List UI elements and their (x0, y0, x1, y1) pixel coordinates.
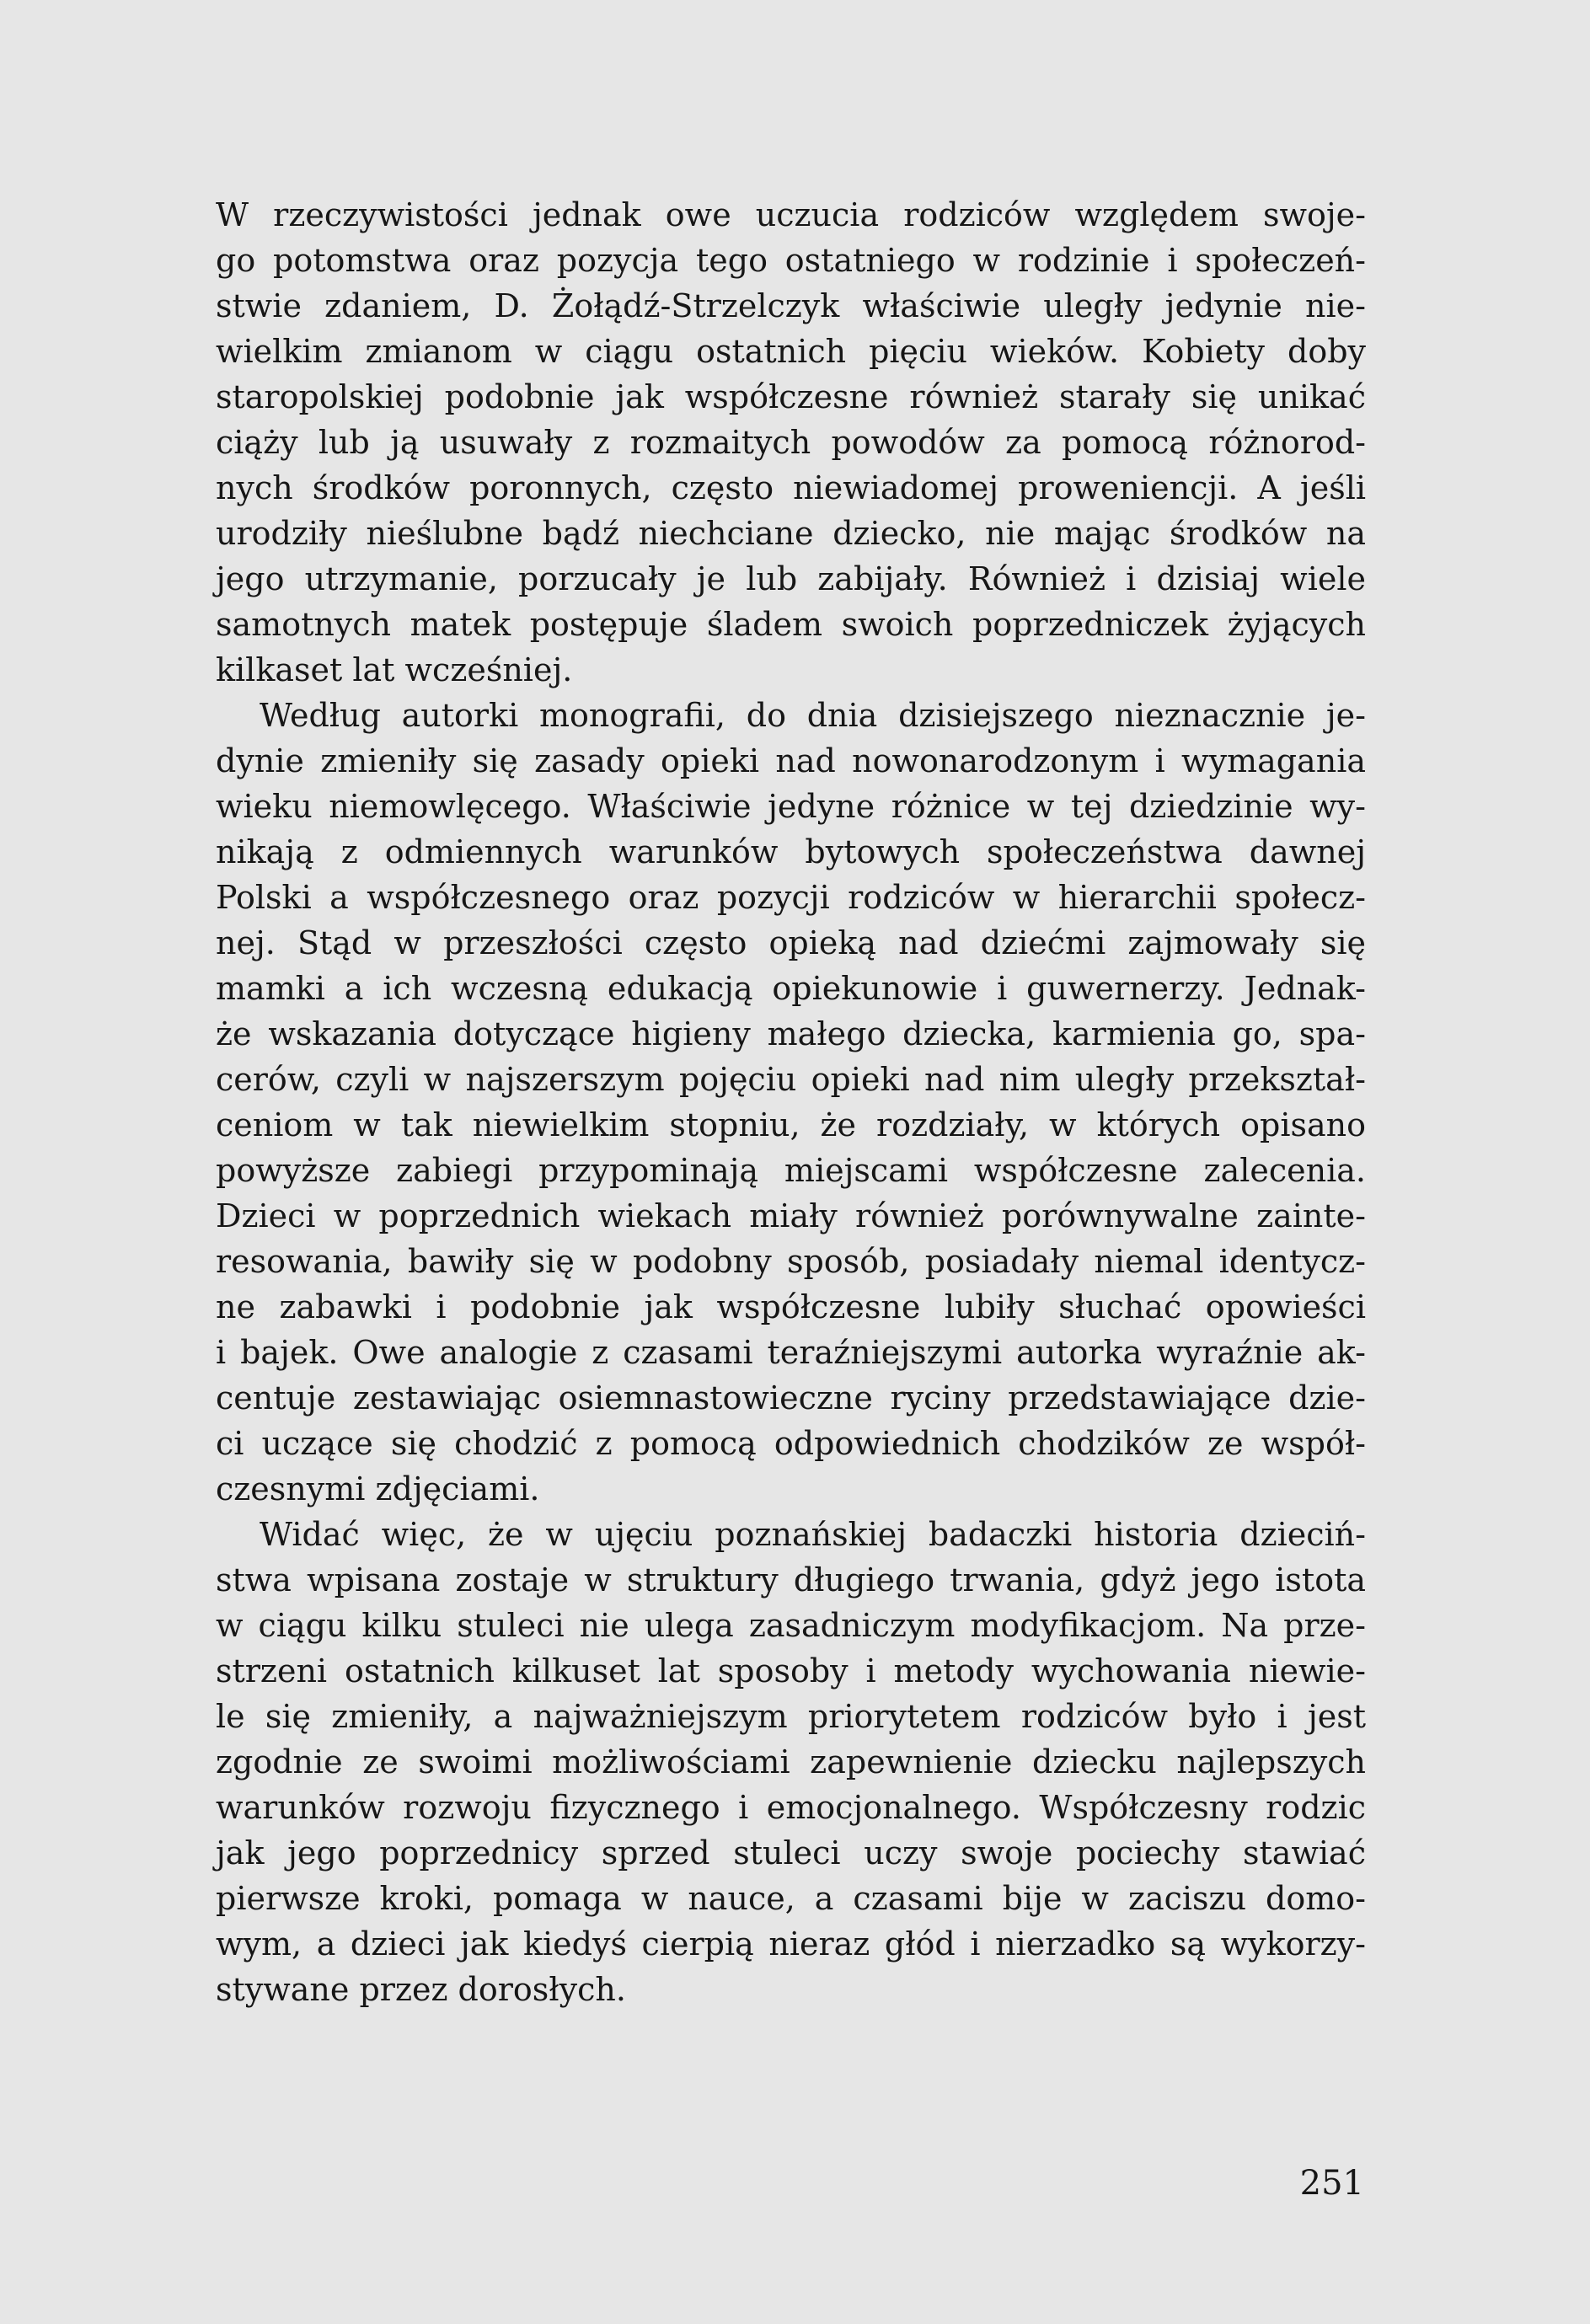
text-line: wielkim zmianom w ciągu ostatnich pięciu wieków. Kobiety doby (216, 333, 1366, 370)
text-line: wym, a dzieci jak kiedyś cierpią nieraz głód i nierzadko są wykorzy- (216, 1925, 1366, 1963)
text-line: dynie zmieniły się zasady opieki nad nowonarodzonym i wymagania (216, 742, 1366, 779)
text-line: nikają z odmiennych warunków bytowych społeczeństwa dawnej (216, 833, 1366, 870)
paragraph-3 (216, 1512, 1366, 2012)
text-line: urodziły nieślubne bądź niechciane dziecko, nie mając środków na (216, 515, 1366, 552)
text-line: go potomstwa oraz pozycja tego ostatniego w rodzinie i społeczeń- (216, 242, 1366, 279)
text-line: centuje zestawiając osiemnastowieczne ryciny przedstawiające dzie- (216, 1379, 1366, 1416)
text-line: stwie zdaniem, D. Żołądź-Strzelczyk właściwie uległy jedynie nie- (216, 287, 1366, 324)
text-line: le się zmieniły, a najważniejszym priorytetem rodziców było i jest (216, 1698, 1366, 1735)
text-line: strzeni ostatnich kilkuset lat sposoby i metody wychowania niewie- (216, 1652, 1366, 1689)
text-line: Dzieci w poprzednich wiekach miały również porównywalne zainte- (216, 1197, 1366, 1234)
text-line: ciąży lub ją usuwały z rozmaitych powodów za pomocą różnorod- (216, 424, 1366, 461)
text-line: zgodnie ze swoimi możliwościami zapewnienie dziecku najlepszych (216, 1743, 1366, 1780)
text-line: nych środków poronnych, często niewiadomej proweniencji. A jeśli (216, 469, 1366, 506)
text-line: Polski a współczesnego oraz pozycji rodziców w hierarchii społecz- (216, 879, 1366, 916)
text-line: resowania, bawiły się w podobny sposób, posiadały niemal identycz- (216, 1243, 1366, 1280)
text-line: stywane przez dorosłych. (216, 1971, 626, 2008)
text-line: ceniom w tak niewielkim stopniu, że rozdziały, w których opisano (216, 1106, 1366, 1143)
paragraph-1 (216, 192, 1366, 693)
text-line: i bajek. Owe analogie z czasami teraźniejszymi autorka wyraźnie ak- (216, 1334, 1366, 1371)
text-line: Widać więc, że w ujęciu poznańskiej badaczki historia dzieciń- (260, 1516, 1366, 1553)
text-line: powyższe zabiegi przypominają miejscami współczesne zalecenia. (216, 1152, 1366, 1189)
text-line: samotnych matek postępuje śladem swoich poprzedniczek żyjących (216, 606, 1366, 643)
text-line: wieku niemowlęcego. Właściwie jedyne różnice w tej dziedzinie wy- (216, 788, 1366, 825)
text-line: nej. Stąd w przeszłości często opieką nad dziećmi zajmowały się (216, 924, 1366, 961)
page-number: 251 (1299, 2164, 1364, 2203)
body-text (216, 192, 1366, 2012)
text-line: w ciągu kilku stuleci nie ulega zasadniczym modyfikacjom. Na prze- (216, 1607, 1366, 1644)
text-line: kilkaset lat wcześniej. (216, 651, 573, 688)
text-line: staropolskiej podobnie jak współczesne również starały się unikać (216, 378, 1366, 415)
text-line: jego utrzymanie, porzucały je lub zabijały. Również i dzisiaj wiele (216, 560, 1366, 597)
text-line: W rzeczywistości jednak owe uczucia rodziców względem swoje- (216, 196, 1366, 233)
text-line: że wskazania dotyczące higieny małego dziecka, karmienia go, spa- (216, 1015, 1366, 1052)
text-line: jak jego poprzednicy sprzed stuleci uczy swoje pociechy stawiać (216, 1834, 1366, 1872)
text-line: stwa wpisana zostaje w struktury długiego trwania, gdyż jego istota (216, 1561, 1366, 1598)
paragraph-2 (216, 693, 1366, 1512)
text-line: czesnymi zdjęciami. (216, 1470, 540, 1507)
text-line: pierwsze kroki, pomaga w nauce, a czasami bije w zaciszu domo- (216, 1880, 1366, 1917)
text-line: Według autorki monografii, do dnia dzisiejszego nieznacznie je- (260, 697, 1366, 734)
text-line: ne zabawki i podobnie jak współczesne lubiły słuchać opowieści (216, 1288, 1366, 1325)
text-line: warunków rozwoju fizycznego i emocjonalnego. Współczesny rodzic (216, 1789, 1366, 1826)
text-line: ci uczące się chodzić z pomocą odpowiednich chodzików ze współ- (216, 1425, 1366, 1462)
text-line: cerów, czyli w najszerszym pojęciu opieki nad nim uległy przekształ- (216, 1061, 1366, 1098)
text-line: mamki a ich wczesną edukacją opiekunowie i guwernerzy. Jednak- (216, 970, 1366, 1007)
